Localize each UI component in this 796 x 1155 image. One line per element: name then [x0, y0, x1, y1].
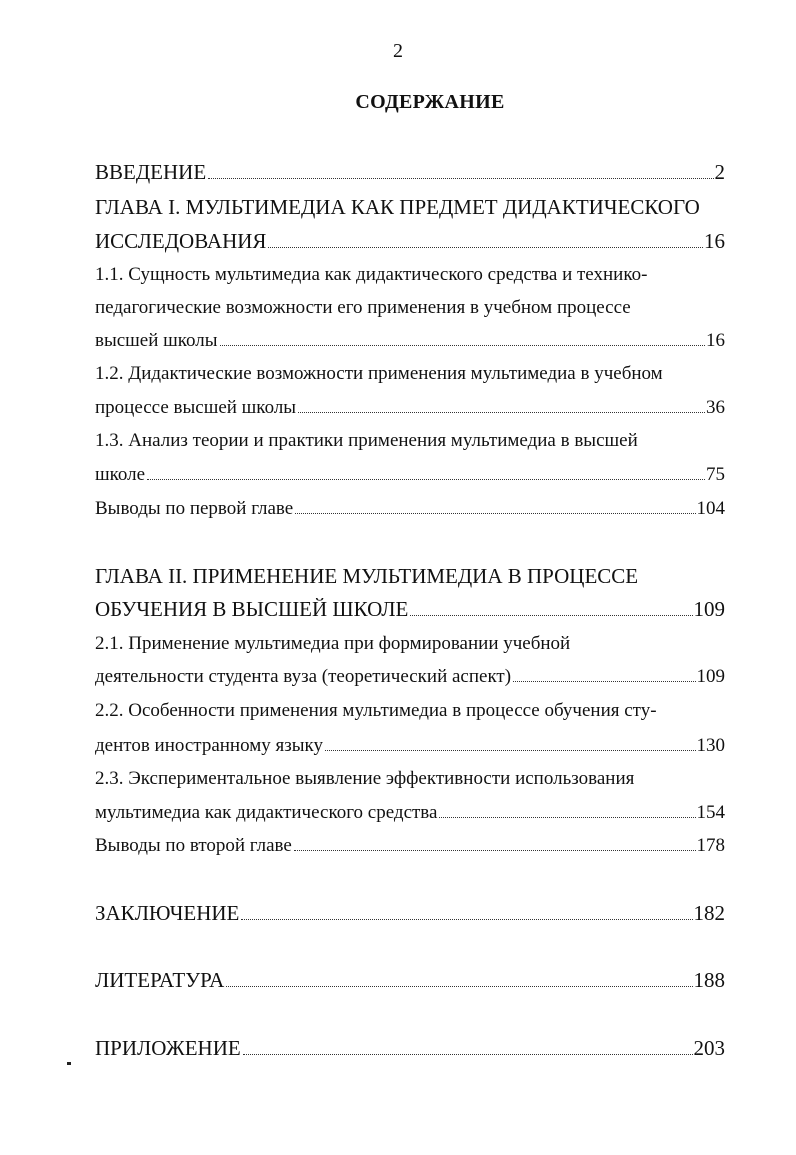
- toc-conclusions-chapter-2[interactable]: [95, 836, 725, 855]
- toc-section-1-2-line-2[interactable]: [95, 398, 725, 417]
- toc-conclusions-chapter-1[interactable]: [95, 499, 725, 518]
- dot-leader: [410, 615, 692, 616]
- toc-section-2-2-line-1[interactable]: 2.2. Особенности применения мультимедиа в процессе обучения сту-: [95, 700, 657, 721]
- toc-page-number: 16: [706, 330, 725, 351]
- toc-entry-text: дентов иностранному языку: [95, 735, 323, 756]
- dot-leader: [294, 850, 696, 851]
- toc-section-1-2-line-1[interactable]: 1.2. Дидактические возможности применения мультимедиа в учебном: [95, 363, 663, 384]
- toc-entry-text: ВВЕДЕНИЕ: [95, 160, 207, 184]
- toc-entry-text: деятельности студента вуза (теоретический аспект): [95, 666, 512, 687]
- dot-leader: [513, 681, 695, 682]
- dot-leader: [325, 750, 696, 751]
- toc-chapter-1-line-1[interactable]: ГЛАВА I. МУЛЬТИМЕДИА КАК ПРЕДМЕТ ДИДАКТИЧЕСКОГО: [95, 195, 700, 219]
- toc-page-number: 104: [696, 498, 725, 519]
- dot-leader: [226, 986, 692, 987]
- toc-section-1-1-line-3[interactable]: [95, 331, 725, 350]
- dot-leader: [295, 513, 695, 514]
- toc-section-1-1-line-2[interactable]: педагогические возможности его применения в учебном процессе: [95, 297, 631, 318]
- toc-entry-references[interactable]: [95, 970, 725, 991]
- toc-entry-introduction[interactable]: [95, 162, 725, 183]
- toc-page-number: 130: [696, 735, 725, 756]
- toc-entry-appendix[interactable]: [95, 1038, 725, 1059]
- toc-page-number: 2: [714, 160, 725, 184]
- toc-entry-text: мультимедиа как дидактического средства: [95, 802, 438, 823]
- toc-entry-text: Выводы по второй главе: [95, 835, 292, 856]
- dot-leader: [439, 817, 695, 818]
- toc-entry-conclusion[interactable]: [95, 903, 725, 924]
- toc-section-1-3-line-1[interactable]: 1.3. Анализ теории и практики применения мультимедиа в высшей: [95, 430, 638, 451]
- toc-entry-text: ОБУЧЕНИЯ В ВЫСШЕЙ ШКОЛЕ: [95, 597, 409, 621]
- page-title: СОДЕРЖАНИЕ: [355, 91, 505, 113]
- dot-leader: [268, 247, 703, 248]
- toc-page-number: 109: [693, 597, 725, 621]
- toc-entry-text: ЛИТЕРАТУРА: [95, 968, 225, 992]
- toc-entry-text: ИССЛЕДОВАНИЯ: [95, 229, 267, 253]
- toc-section-2-3-line-2[interactable]: [95, 803, 725, 822]
- toc-page-number: 178: [696, 835, 725, 856]
- toc-entry-text: ПРИЛОЖЕНИЕ: [95, 1036, 241, 1060]
- dot-leader: [241, 919, 692, 920]
- toc-chapter-1-line-2[interactable]: [95, 231, 725, 252]
- dot-leader: [208, 178, 713, 179]
- toc-section-2-3-line-1[interactable]: 2.3. Экспериментальное выявление эффективности использования: [95, 768, 635, 789]
- toc-section-2-1-line-2[interactable]: [95, 667, 725, 686]
- scan-mark: [67, 1062, 71, 1065]
- toc-page-number: 154: [696, 802, 725, 823]
- page-number: 2: [393, 40, 403, 62]
- toc-entry-text: процессе высшей школы: [95, 397, 297, 418]
- dot-leader: [243, 1054, 693, 1055]
- toc-section-2-1-line-1[interactable]: 2.1. Применение мультимедиа при формировании учебной: [95, 633, 571, 654]
- dot-leader: [298, 412, 705, 413]
- toc-chapter-2-line-1[interactable]: ГЛАВА II. ПРИМЕНЕНИЕ МУЛЬТИМЕДИА В ПРОЦЕССЕ: [95, 564, 639, 588]
- toc-page-number: 182: [693, 901, 725, 925]
- toc-page-number: 203: [693, 1036, 725, 1060]
- toc-page-number: 75: [706, 464, 725, 485]
- toc-chapter-2-line-2[interactable]: [95, 599, 725, 620]
- toc-section-2-2-line-2[interactable]: [95, 736, 725, 755]
- toc-section-1-1-line-1[interactable]: 1.1. Сущность мультимедиа как дидактического средства и технико-: [95, 264, 648, 285]
- toc-entry-text: школе: [95, 464, 146, 485]
- toc-page-number: 188: [693, 968, 725, 992]
- toc-entry-text: Выводы по первой главе: [95, 498, 294, 519]
- toc-entry-text: ЗАКЛЮЧЕНИЕ: [95, 901, 240, 925]
- toc-page-number: 109: [696, 666, 725, 687]
- dot-leader: [147, 479, 705, 480]
- toc-section-1-3-line-2[interactable]: [95, 465, 725, 484]
- toc-page-number: 36: [706, 397, 725, 418]
- dot-leader: [220, 345, 705, 346]
- toc-entry-text: высшей школы: [95, 330, 218, 351]
- toc-page-number: 16: [704, 229, 725, 253]
